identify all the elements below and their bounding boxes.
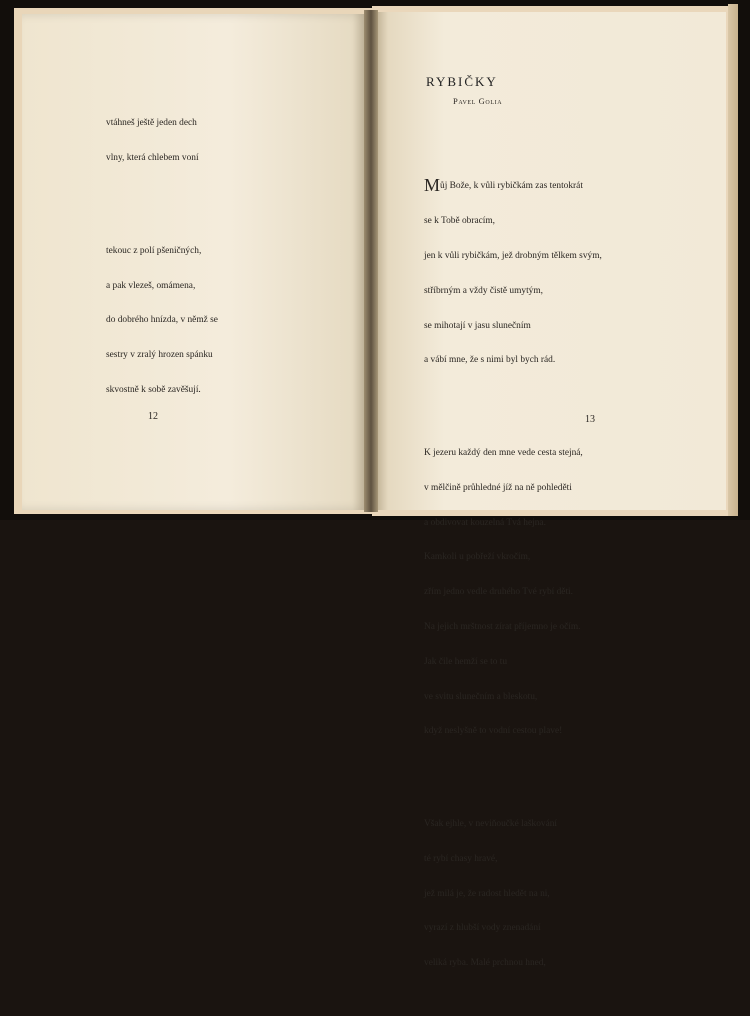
right-page-text: [424, 134, 602, 1016]
poem-author: Pavel Golia: [453, 96, 503, 106]
stanza: [106, 223, 218, 420]
first-line-text: ůj Bože, k vůli rybičkám zas tentokrát: [440, 181, 583, 192]
verse-line: tekouc z polí pšeničných,: [106, 245, 202, 256]
verse-line: a pak vlezeš, omámena,: [106, 280, 196, 291]
stanza: [106, 95, 218, 188]
verse-line: Jak čile hemží se to tu: [424, 656, 508, 667]
verse-line: jež milá je, že radost hledět na ni,: [424, 888, 550, 899]
verse-line: v mělčině průhledné jíž na ně pohleděti: [424, 482, 572, 493]
verse-line-first: [424, 175, 602, 196]
verse-line: ve svitu slunečním a bleskotu,: [424, 691, 538, 702]
verse-line: když neslyšně to vodní cestou plave!: [424, 726, 563, 737]
verse-line: Na jejich mrštnost zírat příjemno je očím.: [424, 621, 581, 632]
left-page-text: [106, 72, 218, 443]
verse-line: se mihotají v jasu slunečním: [424, 320, 531, 331]
page-number-left: 12: [148, 411, 158, 422]
poem-title: RYBIČKY: [426, 74, 498, 89]
verse-line: té rybí chasy hravé,: [424, 853, 498, 864]
stanza: [424, 796, 602, 993]
verse-line: do dobrého hnízda, v němž se: [106, 315, 218, 326]
verse-line: se k Tobě obracím,: [424, 216, 496, 227]
verse-line: K jezeru každý den mne vede cesta stejná,: [424, 448, 583, 459]
verse-line: Však ejhle, v neviňoučké laškování: [424, 819, 558, 830]
book-gutter: [364, 10, 378, 512]
verse-line: vyrazí z hlubší vody znenadání: [424, 923, 541, 934]
verse-line: skvostně k sobě zavěšují.: [106, 385, 201, 396]
stanza: [424, 425, 602, 761]
verse-line: a vábí mne, že s nimi byl bych rád.: [424, 355, 556, 366]
verse-line: Kamkoli u pobřeží vkročím,: [424, 552, 531, 563]
verse-line: jen k vůli rybičkám, jež drobným tělkem svým,: [424, 250, 602, 261]
drop-cap: M: [424, 175, 441, 196]
verse-line: zřím jedno vedle druhého Tvé rybí děti.: [424, 587, 574, 598]
verse-line: sestry v zralý hrozen spánku: [106, 350, 213, 361]
verse-line: stříbrným a vždy čistě umytým,: [424, 285, 543, 296]
verse-line: a obdivovat kouzelná Tvá hejna.: [424, 517, 546, 528]
verse-line: vlny, která chlebem voní: [106, 153, 199, 164]
verse-line: veliká ryba. Malé prchnou hned,: [424, 958, 546, 969]
verse-line: vtáhneš ještě jeden dech: [106, 118, 197, 129]
page-edge: [728, 4, 738, 516]
stanza: [424, 157, 602, 390]
page-number-right: 13: [585, 414, 595, 425]
